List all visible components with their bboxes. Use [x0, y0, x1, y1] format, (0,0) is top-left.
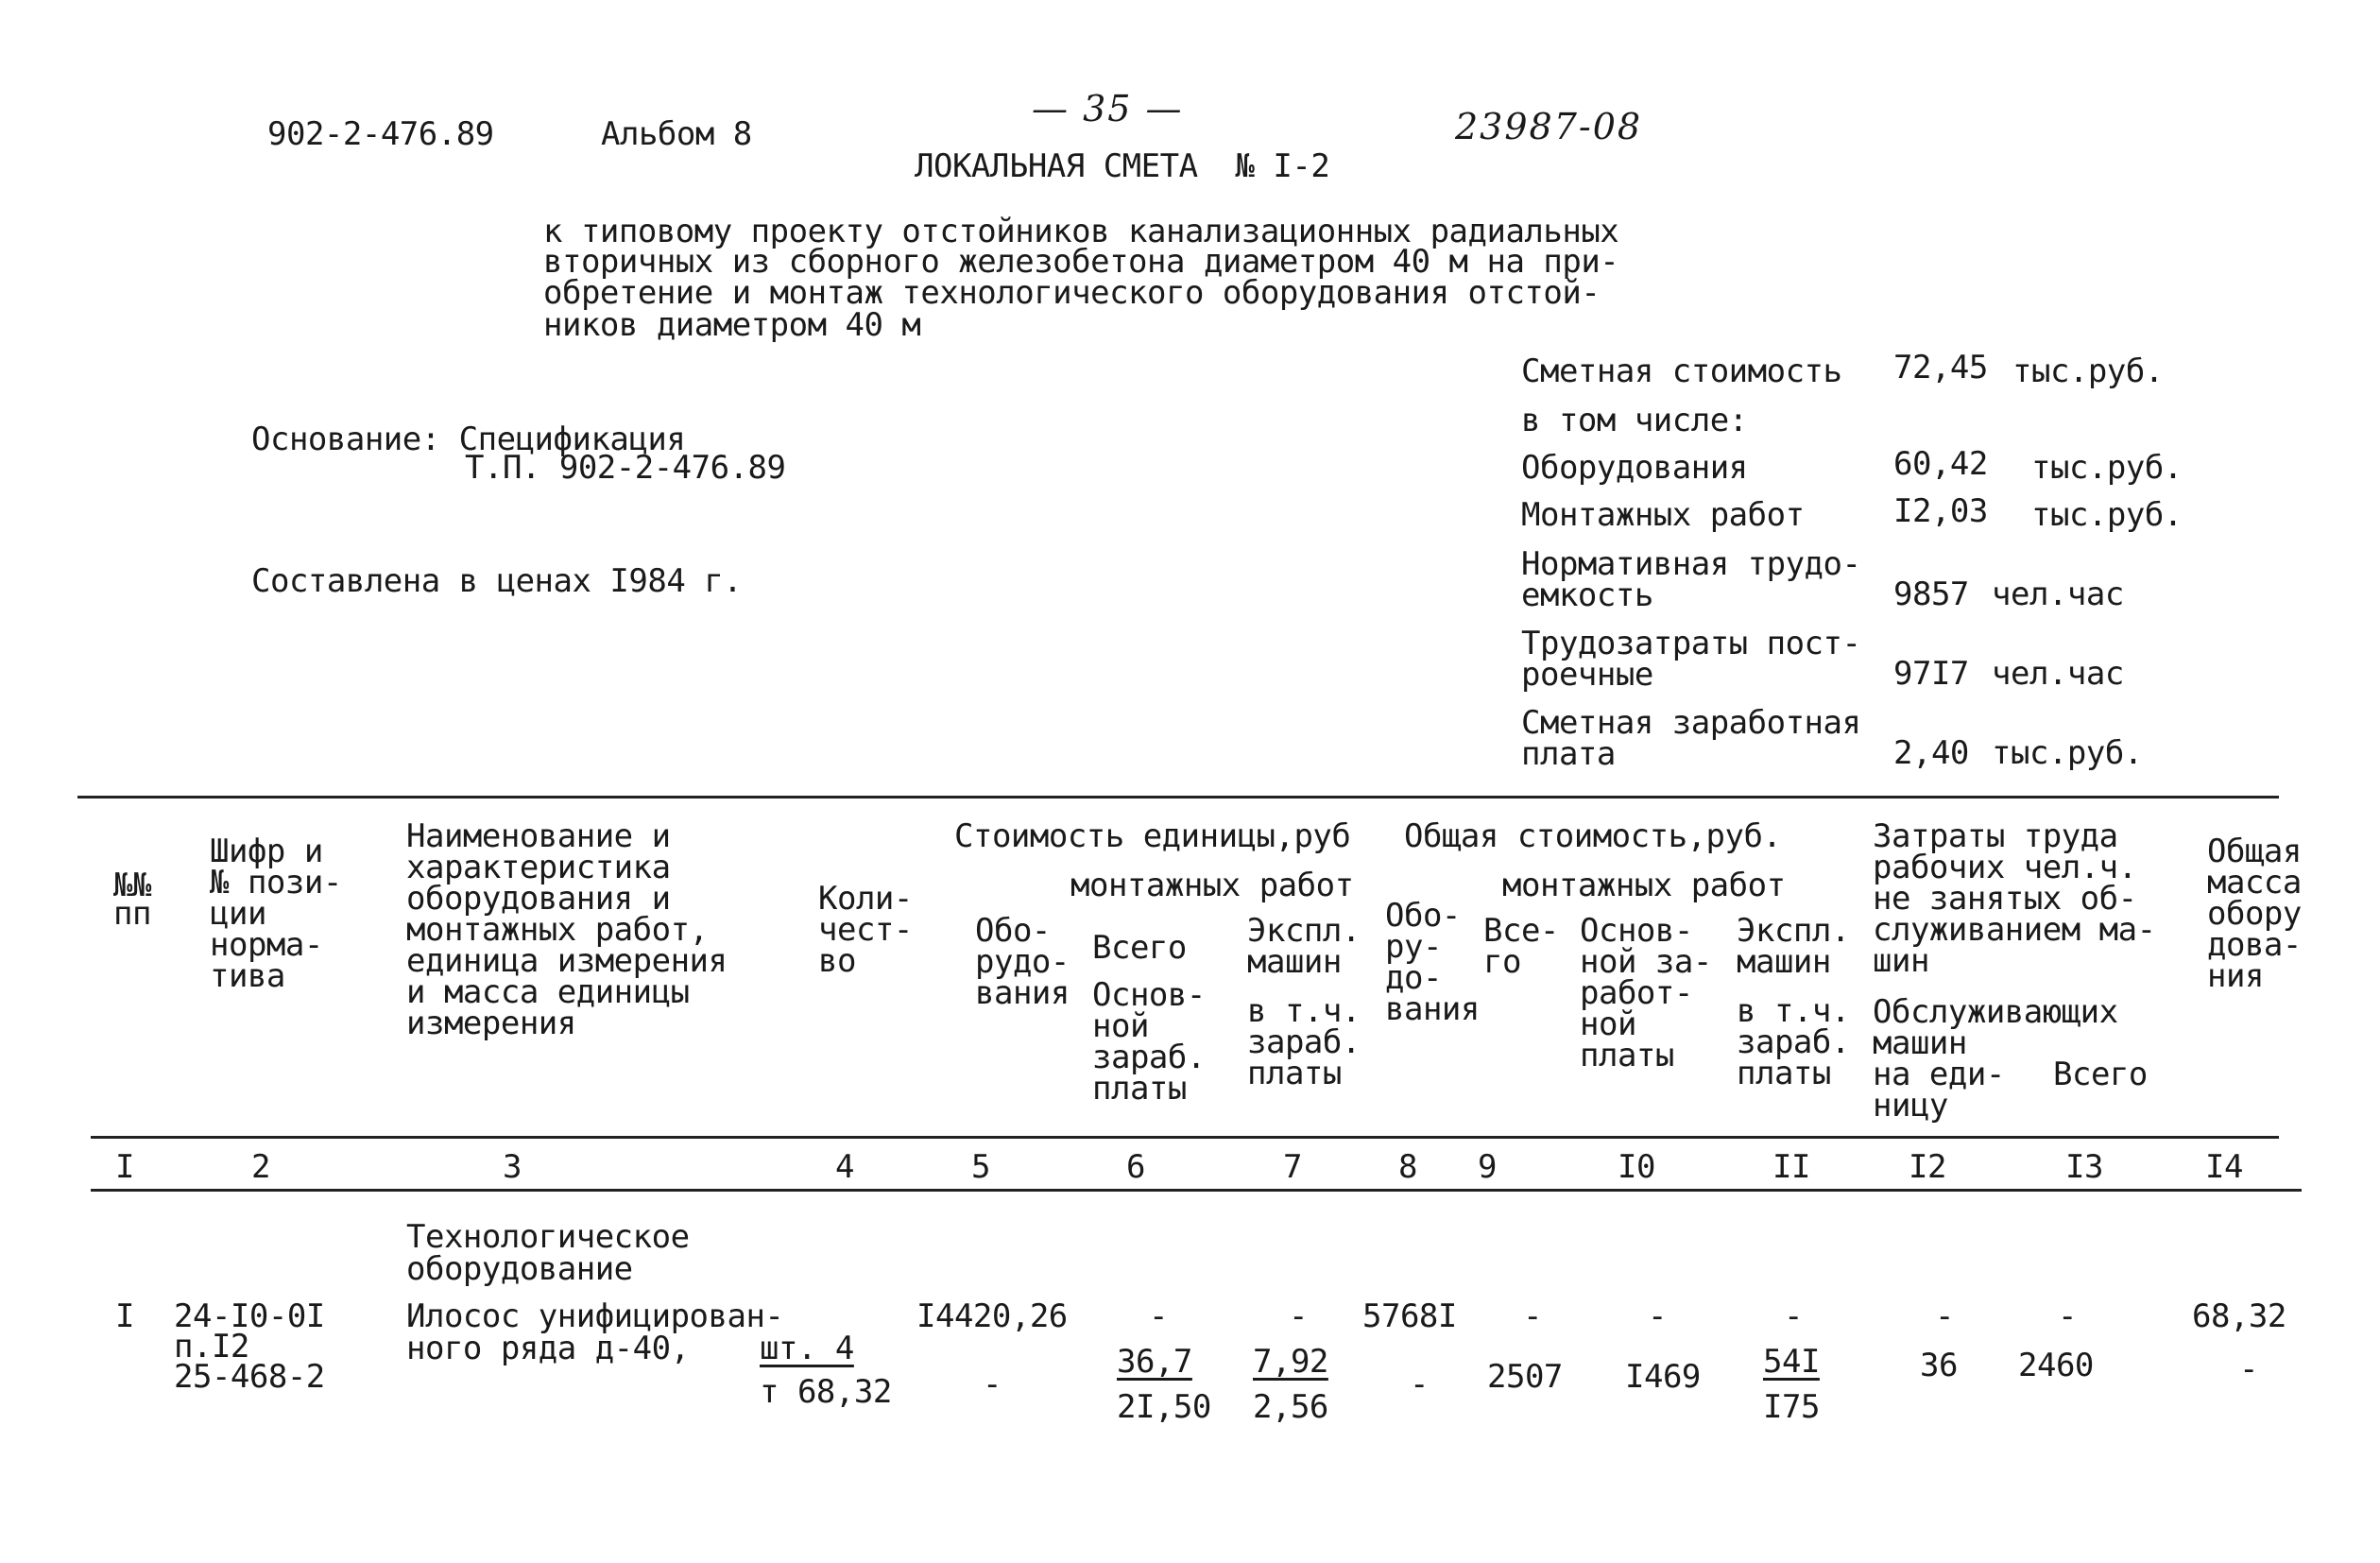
row-name: ного ряда д-40,	[406, 1330, 690, 1367]
norm-value: 9857	[1893, 575, 1969, 613]
hdr-name: измерения	[406, 1005, 576, 1042]
col-number: 9	[1478, 1148, 1497, 1186]
hdr-total-machines: Экспл.	[1737, 912, 1850, 950]
row-number: I	[115, 1297, 134, 1335]
col-number: II	[1772, 1148, 1810, 1186]
hdr-name: единица измерения	[406, 942, 728, 980]
hdr-total-wage: работ-	[1580, 974, 1693, 1012]
row-mass: 68,32	[2192, 1297, 2286, 1335]
col-number: 5	[971, 1148, 990, 1186]
hdr-num: №№	[113, 867, 151, 904]
handwritten-number: 23987-08	[1455, 106, 1643, 147]
row-labor-total-2: 2460	[2018, 1347, 2094, 1384]
row-labor-unit-2: 36	[1920, 1347, 1958, 1384]
hdr-total-wage: ной за-	[1580, 943, 1712, 981]
col-number: I4	[2205, 1148, 2243, 1186]
row-total-mount-2: 2507	[1487, 1358, 1563, 1396]
hdr-service: машин	[1873, 1024, 1967, 1062]
hdr-name: Наименование и	[406, 817, 671, 855]
col-number: 2	[251, 1148, 270, 1186]
hdr-equip-total: до-	[1385, 959, 1442, 997]
mounting-label: Монтажных работ	[1521, 496, 1805, 534]
prices-note: Составлена в ценах I984 г.	[251, 562, 743, 600]
hdr-equip: рудо-	[975, 943, 1070, 981]
hdr-code: № пози-	[210, 864, 342, 902]
basis-label: Основание: Спецификация	[251, 421, 686, 458]
hdr-code: тива	[210, 957, 285, 995]
hdr-total-wage: Основ-	[1580, 912, 1693, 950]
row-mount-total-den: 2I,50	[1117, 1388, 1211, 1426]
row-total-wage-2: I469	[1625, 1358, 1701, 1396]
hdr-mass: масса	[2207, 864, 2302, 902]
page-number: — 35 —	[1032, 88, 1184, 129]
row-equip-total: 5768I	[1362, 1297, 1457, 1335]
row-qty: шт. 4	[760, 1330, 854, 1367]
hdr-machines: Экспл.	[1247, 912, 1361, 950]
hdr-name: характеристика	[406, 849, 671, 886]
hdr-total-machines-wage: зараб.	[1737, 1023, 1850, 1061]
document-title: ЛОКАЛЬНАЯ СМЕТА № I-2	[915, 147, 1330, 185]
wage-value: 2,40	[1893, 734, 1969, 772]
hdr-qty: чест-	[818, 911, 913, 949]
hdr-code: Шифр и	[210, 833, 323, 870]
labor-value: 97I7	[1893, 655, 1969, 693]
hdr-labor: рабочих чел.ч.	[1873, 849, 2137, 886]
norm-label: емкость	[1521, 576, 1653, 614]
hdr-mount-wage: Основ-	[1092, 976, 1206, 1014]
col-number: I2	[1909, 1148, 1946, 1186]
hdr-labor: не занятых об-	[1873, 880, 2137, 918]
col-number: 6	[1126, 1148, 1145, 1186]
hdr-machines-wage: зараб.	[1247, 1023, 1361, 1061]
hdr-equip-total: ру-	[1385, 928, 1442, 966]
section-title: Технологическое	[406, 1218, 690, 1256]
hdr-machines: машин	[1247, 943, 1342, 981]
equipment-value: 60,42	[1893, 445, 1988, 483]
row-total-wage: -	[1648, 1297, 1667, 1335]
hdr-mass: Общая	[2207, 833, 2302, 870]
hdr-mount-wage: платы	[1092, 1070, 1187, 1108]
table-numbers-rule	[91, 1189, 2302, 1192]
row-code: 25-468-2	[174, 1358, 325, 1396]
hdr-per-unit: на еди-	[1873, 1056, 2005, 1093]
hdr-mount-all: Все-	[1483, 912, 1559, 950]
row-mount-total-num: 36,7	[1117, 1343, 1192, 1381]
section-title: оборудование	[406, 1250, 633, 1288]
hdr-mass: обору	[2207, 895, 2302, 933]
hdr-name: монтажных работ,	[406, 911, 709, 949]
row-machines-num: 7,92	[1253, 1343, 1328, 1381]
row-total-machines-num: 54I	[1763, 1343, 1820, 1381]
row-total-machines-den: I75	[1763, 1388, 1820, 1426]
hdr-name: оборудования и	[406, 880, 671, 918]
equipment-label: Оборудования	[1521, 449, 1748, 487]
row-labor-unit: -	[1935, 1297, 1954, 1335]
hdr-total-cost: Общая стоимость,руб.	[1404, 817, 1782, 855]
table-top-rule	[77, 796, 2279, 799]
row-machines-den: 2,56	[1253, 1388, 1328, 1426]
hdr-num: пп	[113, 895, 151, 933]
labor-label: Трудозатраты пост-	[1521, 625, 1861, 662]
row-labor-total: -	[2058, 1297, 2077, 1335]
row-mount-total: -	[1149, 1297, 1168, 1335]
col-number: I0	[1618, 1148, 1655, 1186]
col-number: 8	[1398, 1148, 1417, 1186]
hdr-machines-wage: платы	[1247, 1055, 1342, 1092]
col-number: 3	[503, 1148, 522, 1186]
description-line: обретение и монтаж технологического оборудования отстой-	[543, 274, 1601, 312]
row-qty-mass: т 68,32	[760, 1373, 892, 1411]
hdr-labor: Затраты труда	[1873, 817, 2118, 855]
row-code: п.I2	[174, 1328, 249, 1365]
row-machines: -	[1289, 1297, 1308, 1335]
hdr-mount-wage: ной	[1092, 1007, 1149, 1045]
norm-unit: чел.час	[1992, 575, 2124, 613]
row-total-machines: -	[1784, 1297, 1803, 1335]
row-code: 24-I0-0I	[174, 1297, 325, 1335]
cost-label: Сметная стоимость	[1521, 352, 1842, 390]
wage-label: Сметная заработная	[1521, 704, 1861, 742]
norm-label: Нормативная трудо-	[1521, 545, 1861, 583]
cost-unit: тыс.руб.	[2012, 352, 2164, 390]
hdr-total-machines-wage: платы	[1737, 1055, 1831, 1092]
hdr-mount-total: Всего	[1092, 929, 1187, 967]
hdr-total-wage: ной	[1580, 1005, 1636, 1043]
col-number: I	[115, 1148, 134, 1186]
equipment-unit: тыс.руб.	[2031, 449, 2183, 487]
hdr-mass: ния	[2207, 957, 2264, 995]
row-equip-total-2: -	[1410, 1365, 1429, 1403]
hdr-total-wage: платы	[1580, 1037, 1674, 1074]
mounting-unit: тыс.руб.	[2031, 496, 2183, 534]
hdr-name: и масса единицы	[406, 973, 690, 1011]
col-number: I3	[2065, 1148, 2103, 1186]
hdr-total-machines: машин	[1737, 943, 1831, 981]
hdr-total-machines-wage: в т.ч.	[1737, 992, 1850, 1030]
hdr-code: норма-	[210, 926, 323, 964]
description-line: ников диаметром 40 м	[543, 306, 921, 344]
hdr-unit-cost: Стоимость единицы,руб	[954, 817, 1351, 855]
col-number: 4	[835, 1148, 854, 1186]
hdr-labor: служиванием ма-	[1873, 911, 2156, 949]
row-equip-unit-cost: I4420,26	[916, 1297, 1068, 1335]
description-line: вторичных из сборного железобетона диаметром 40 м на при-	[543, 243, 1619, 281]
hdr-total-mount: монтажных работ	[1502, 867, 1786, 904]
hdr-mount-all: го	[1483, 943, 1521, 981]
hdr-service: Обслуживающих	[1873, 993, 2118, 1031]
hdr-labor: шин	[1873, 942, 1929, 980]
hdr-machines-wage: в т.ч.	[1247, 992, 1361, 1030]
col-number: 7	[1283, 1148, 1302, 1186]
hdr-equip: Обо-	[975, 912, 1051, 950]
hdr-code: ции	[210, 895, 266, 933]
table-header-rule	[91, 1136, 2279, 1139]
description-line: к типовому проекту отстойников канализационных радиальных	[543, 213, 1619, 250]
wage-label: плата	[1521, 735, 1616, 773]
hdr-qty: во	[818, 942, 856, 980]
basis-doc: Т.П. 902-2-476.89	[465, 449, 786, 487]
row-equip-unit-cost-2: -	[983, 1365, 1002, 1403]
hdr-equip-total: вания	[1385, 990, 1480, 1028]
mounting-value: I2,03	[1893, 492, 1988, 530]
hdr-qty: Коли-	[818, 880, 913, 918]
project-code: 902-2-476.89	[267, 115, 494, 153]
hdr-mount-wage: зараб.	[1092, 1039, 1206, 1076]
album-label: Альбом 8	[601, 115, 752, 153]
row-mass-2: -	[2239, 1350, 2258, 1388]
row-name: Илосос унифицирован-	[406, 1297, 784, 1335]
labor-unit: чел.час	[1992, 655, 2124, 693]
cost-value: 72,45	[1893, 349, 1988, 386]
hdr-mass: дова-	[2207, 926, 2302, 964]
wage-unit: тыс.руб.	[1992, 734, 2143, 772]
row-total-mount: -	[1523, 1297, 1542, 1335]
hdr-per-unit: ницу	[1873, 1087, 1948, 1125]
hdr-unit-mount: монтажных работ	[1070, 867, 1354, 904]
hdr-equip: вания	[975, 974, 1070, 1012]
including-label: в том числе:	[1521, 402, 1748, 439]
labor-label: роечные	[1521, 656, 1653, 694]
hdr-labor-total: Всего	[2053, 1056, 2148, 1093]
hdr-equip-total: Обо-	[1385, 897, 1461, 935]
